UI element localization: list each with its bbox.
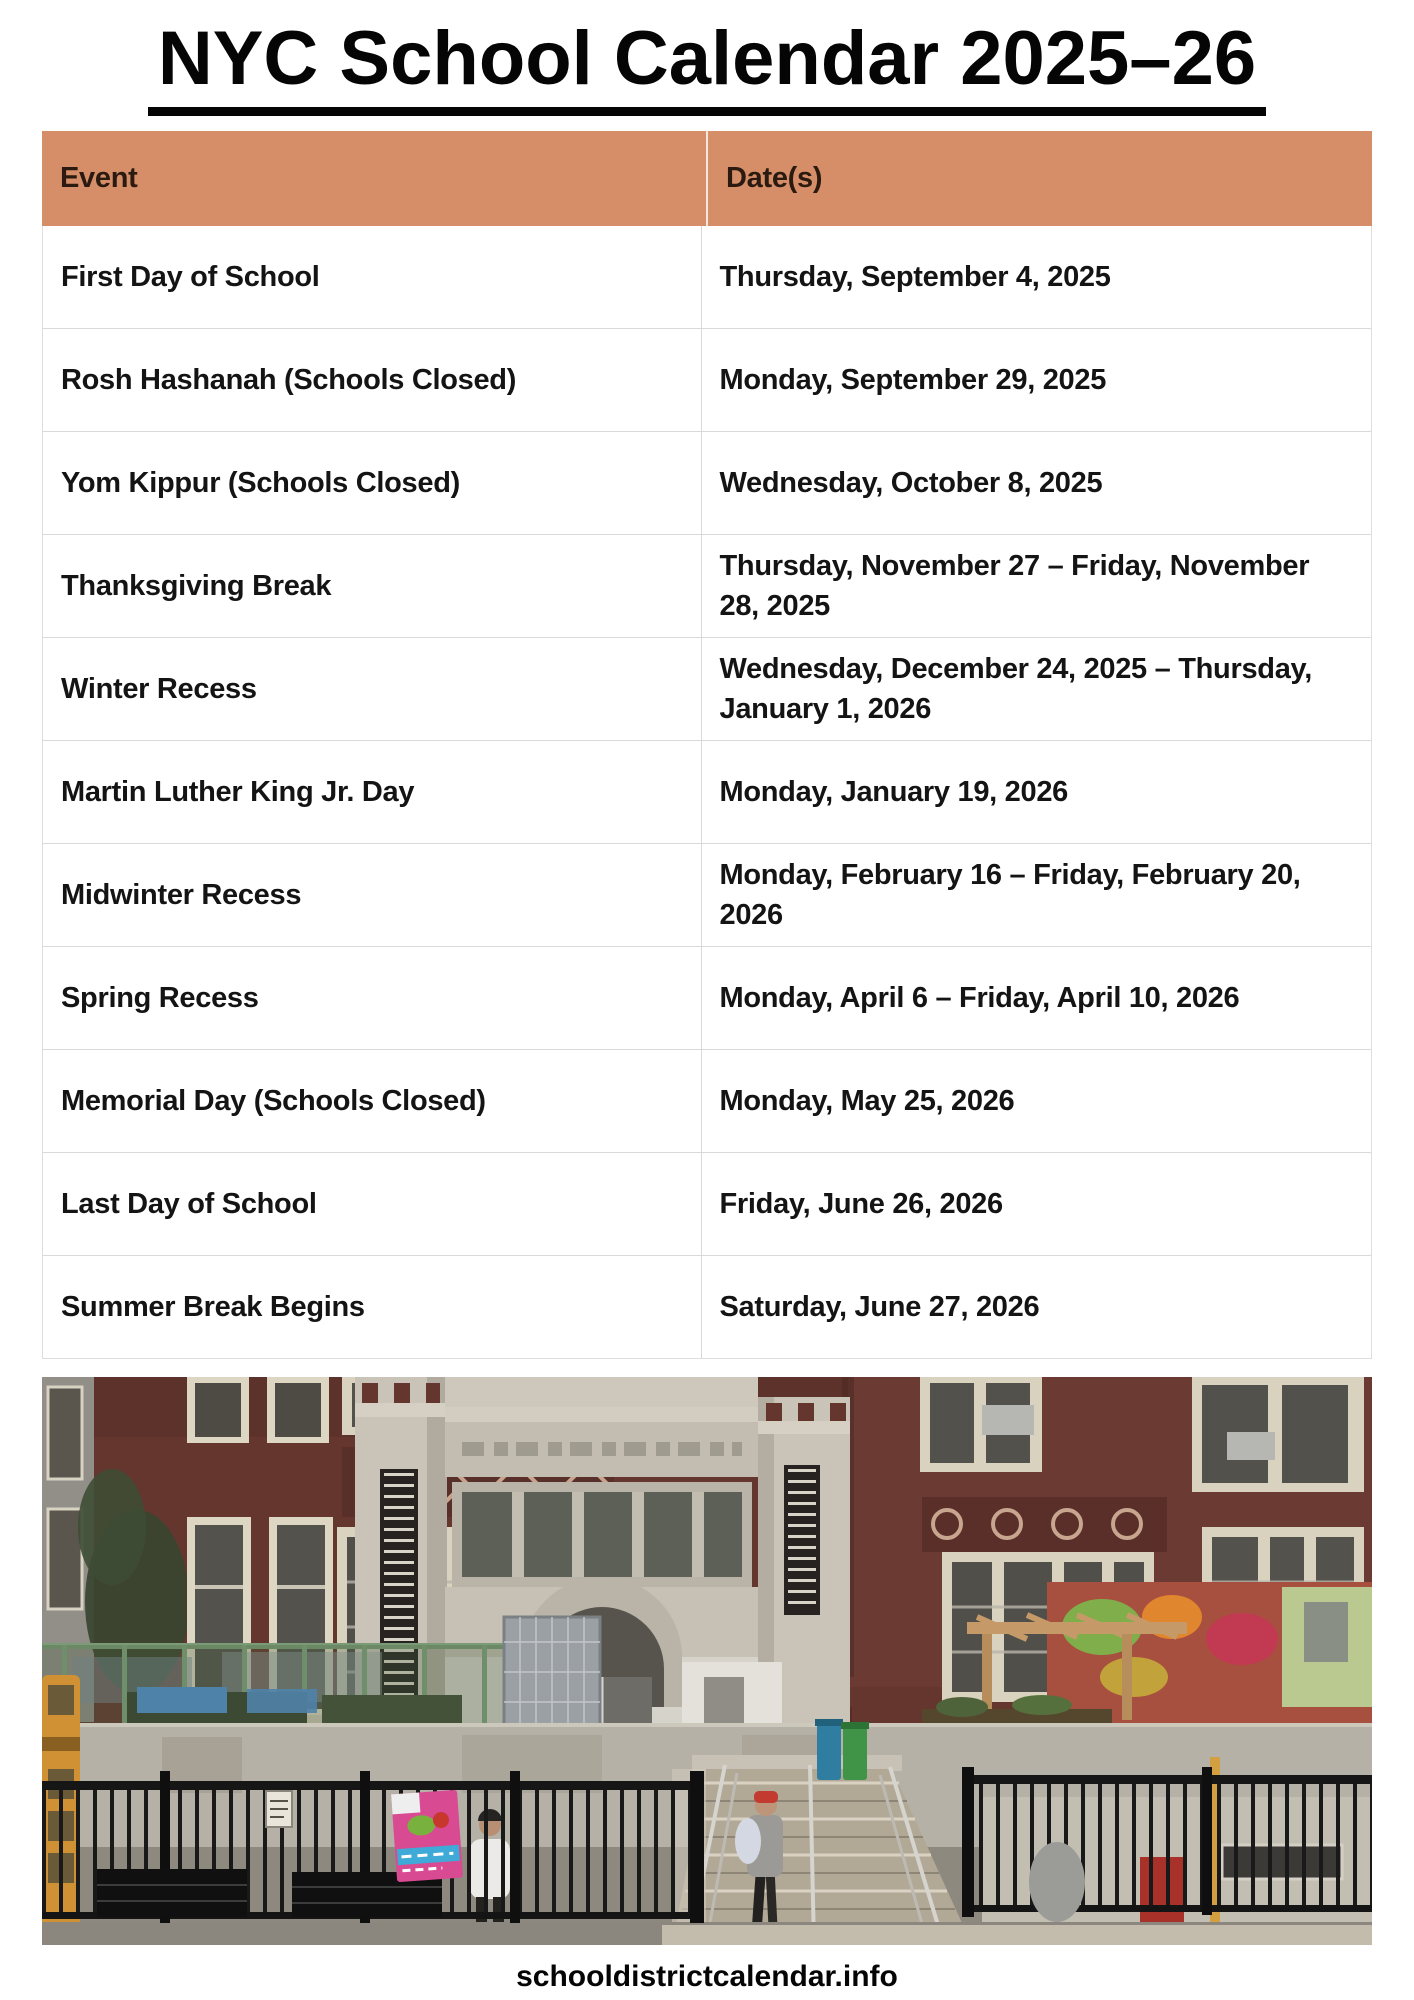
- fence-sign: [266, 1791, 292, 1827]
- date-cell: Monday, February 16 – Friday, February 20, 2026: [701, 844, 1372, 946]
- date-cell: Thursday, September 4, 2025: [701, 226, 1372, 328]
- table-row: [43, 843, 1371, 946]
- column-header-dates: Date(s): [706, 131, 1372, 226]
- fence-banner: [391, 1789, 463, 1881]
- school-photo-illustration: [42, 1377, 1372, 1945]
- event-cell: Last Day of School: [61, 1187, 317, 1220]
- table-row: [43, 328, 1371, 431]
- table-row: [43, 534, 1371, 637]
- school-photo: [42, 1377, 1372, 1945]
- date-cell: Saturday, June 27, 2026: [701, 1256, 1372, 1358]
- event-cell: Midwinter Recess: [61, 878, 302, 911]
- event-cell: Spring Recess: [61, 981, 259, 1014]
- trash-bags: [1029, 1842, 1085, 1922]
- event-cell: Yom Kippur (Schools Closed): [61, 466, 460, 499]
- table-row: [43, 1152, 1371, 1255]
- calendar-table: [42, 131, 1372, 1359]
- date-cell: Friday, June 26, 2026: [701, 1153, 1372, 1255]
- pavement-light: [662, 1925, 1372, 1945]
- event-cell: Rosh Hashanah (Schools Closed): [61, 363, 517, 396]
- table-row: [43, 740, 1371, 843]
- table-row: [43, 1049, 1371, 1152]
- date-cell: Thursday, November 27 – Friday, November 28, 2025: [701, 535, 1372, 637]
- table-header-row: [42, 131, 1372, 226]
- event-cell: Memorial Day (Schools Closed): [61, 1084, 486, 1117]
- date-cell: Monday, May 25, 2026: [701, 1050, 1372, 1152]
- date-cell: Monday, January 19, 2026: [701, 741, 1372, 843]
- event-cell: Summer Break Begins: [61, 1290, 365, 1323]
- event-cell: Martin Luther King Jr. Day: [61, 775, 415, 808]
- table-body: [42, 226, 1372, 1359]
- date-cell: Wednesday, December 24, 2025 – Thursday, January 1, 2026: [701, 638, 1372, 740]
- footer-site-name: schooldistrictcalendar.info: [516, 1959, 898, 1993]
- date-cell: Wednesday, October 8, 2025: [701, 432, 1372, 534]
- date-cell: Monday, April 6 – Friday, April 10, 2026: [701, 947, 1372, 1049]
- column-header-event: Event: [60, 161, 138, 194]
- event-cell: Winter Recess: [61, 672, 257, 705]
- page-title: NYC School Calendar 2025–26: [148, 20, 1266, 116]
- table-row: [43, 226, 1371, 328]
- table-row: [43, 637, 1371, 740]
- date-cell: Monday, September 29, 2025: [701, 329, 1372, 431]
- event-cell: First Day of School: [61, 260, 320, 293]
- event-cell: Thanksgiving Break: [61, 569, 332, 602]
- table-row: [43, 1255, 1371, 1358]
- title-area: [0, 0, 1414, 116]
- table-row: [43, 431, 1371, 534]
- table-row: [43, 946, 1371, 1049]
